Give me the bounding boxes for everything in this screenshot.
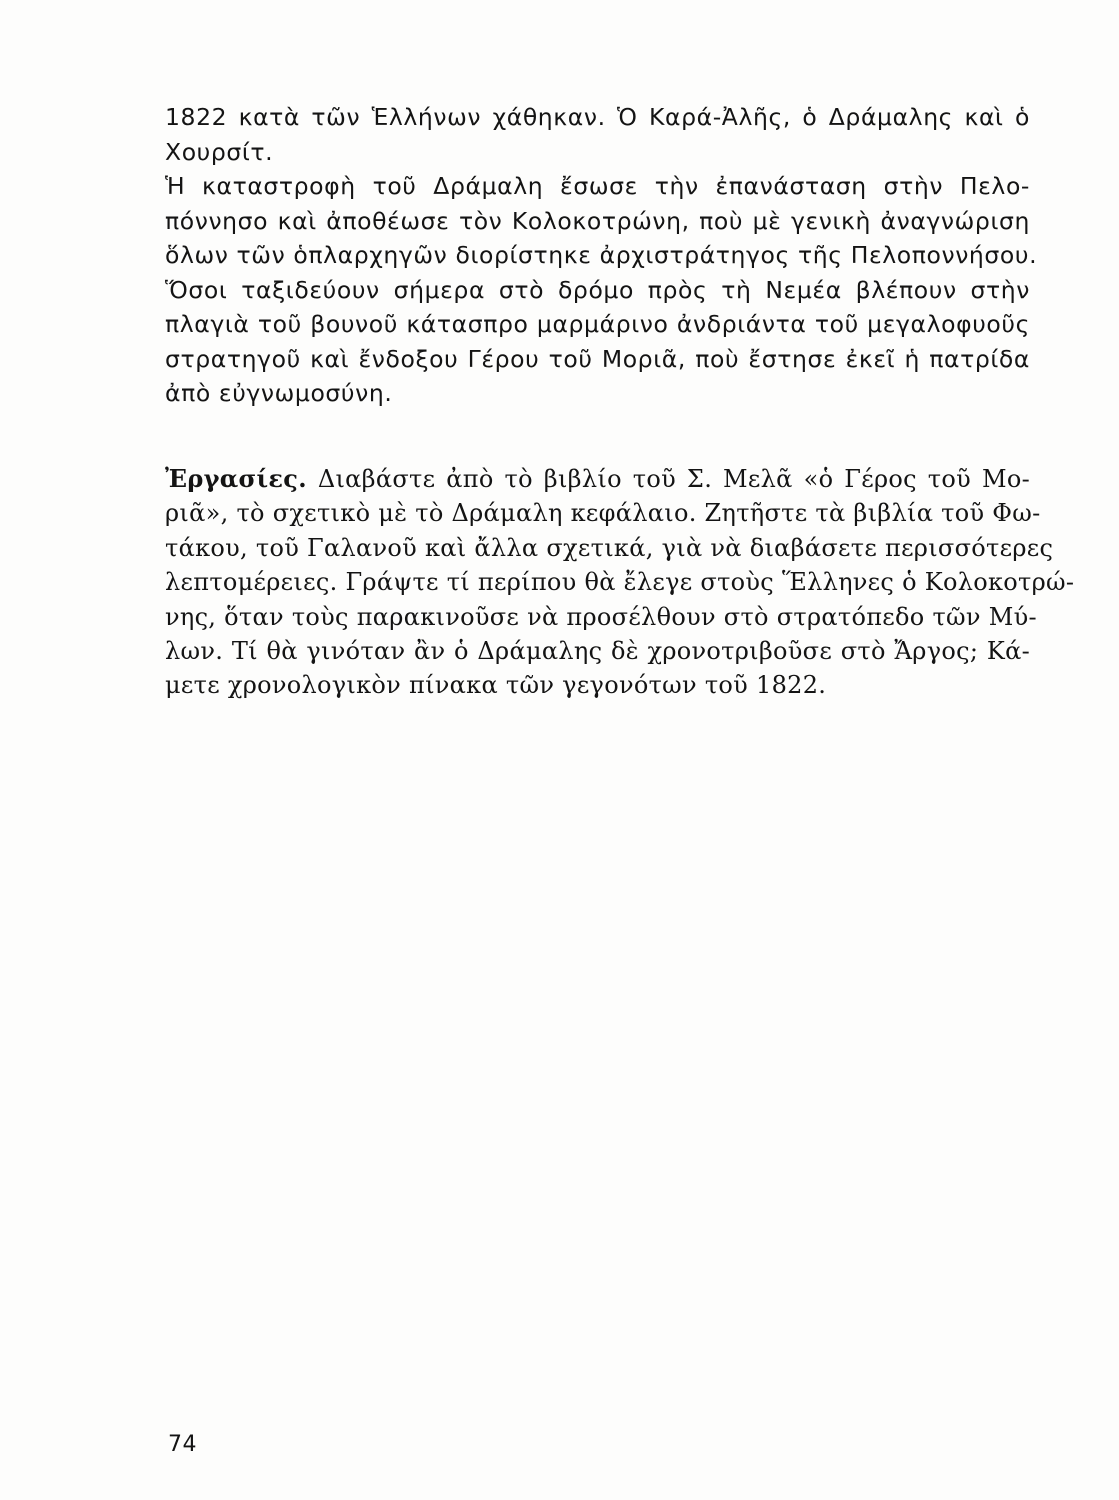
paragraph-line: στρατηγοῦ καὶ ἔνδοξου Γέρου τοῦ Μοριᾶ, ποὺ ἔστησε ἐκεῖ ἡ πατρίδα <box>165 344 1030 373</box>
page-number: 74 <box>168 1432 197 1457</box>
paragraph-line: Χουρσίτ. <box>165 137 274 166</box>
exercise-heading: Ἐργασίες. <box>165 464 307 493</box>
exercise-first-line-text: Διαβάστε ἀπὸ τὸ βιβλίο τοῦ Σ. Μελᾶ «ὁ Γέρος τοῦ Μο- <box>317 465 1030 493</box>
exercise-line: ριᾶ», τὸ σχετικὸ μὲ τὸ Δράμαλη κεφάλαιο. Ζητῆστε τὰ βιβλία τοῦ Φω- <box>165 499 1041 528</box>
exercise-line: τάκου, τοῦ Γαλανοῦ καὶ ἄλλα σχετικά, γιὰ νὰ διαβάσετε περισσότερες <box>165 533 1054 562</box>
paragraph-line: Ἡ καταστροφὴ τοῦ Δράμαλη ἔσωσε τὴν ἐπανάσταση στὴν Πελο- <box>165 172 1030 200</box>
paragraph-line: ἀπὸ εὐγνωμοσύνη. <box>165 379 393 407</box>
exercise-line: λεπτομέρειες. Γράψτε τί περίπου θὰ ἔλεγε στοὺς Ἕλληνες ὁ Κολοκοτρώ- <box>165 568 1075 597</box>
exercise-first-line <box>165 462 1030 496</box>
main-paragraph <box>165 100 1038 411</box>
paragraph-line: πόννησο καὶ ἀποθέωσε τὸν Κολοκοτρώνη, ποὺ μὲ γενικὴ ἀναγνώριση <box>165 206 1030 235</box>
exercise-line: μετε χρονολογικὸν πίνακα τῶν γεγονότων τοῦ 1822. <box>165 671 827 700</box>
paragraph-line: Ὅσοι ταξιδεύουν σήμερα στὸ δρόμο πρὸς τὴ Νεμέα βλέπουν στὴν <box>165 275 1030 304</box>
exercise-line: λων. Τί θὰ γινόταν ἂν ὁ Δράμαλης δὲ χρονοτριβοῦσε στὸ Ἄργος; Κά- <box>165 636 1030 665</box>
paragraph-line: ὅλων τῶν ὁπλαρχηγῶν διορίστηκε ἀρχιστράτηγος τῆς Πελοποννήσου. <box>165 241 1038 269</box>
paragraph-line: 1822 κατὰ τῶν Ἑλλήνων χάθηκαν. Ὁ Καρά-Ἀλῆς, ὁ Δράμαλης καὶ ὁ <box>165 103 1030 131</box>
paragraph-line: πλαγιὰ τοῦ βουνοῦ κάτασπρο μαρμάρινο ἀνδριάντα τοῦ μεγαλοφυοῦς <box>165 310 1030 338</box>
exercise-line: νης, ὅταν τοὺς παρακινοῦσε νὰ προσέλθουν στὸ στρατόπεδο τῶν Μύ- <box>165 602 1037 631</box>
exercise-section <box>165 462 1075 703</box>
bleed-through-texture-lower <box>165 770 1035 1370</box>
